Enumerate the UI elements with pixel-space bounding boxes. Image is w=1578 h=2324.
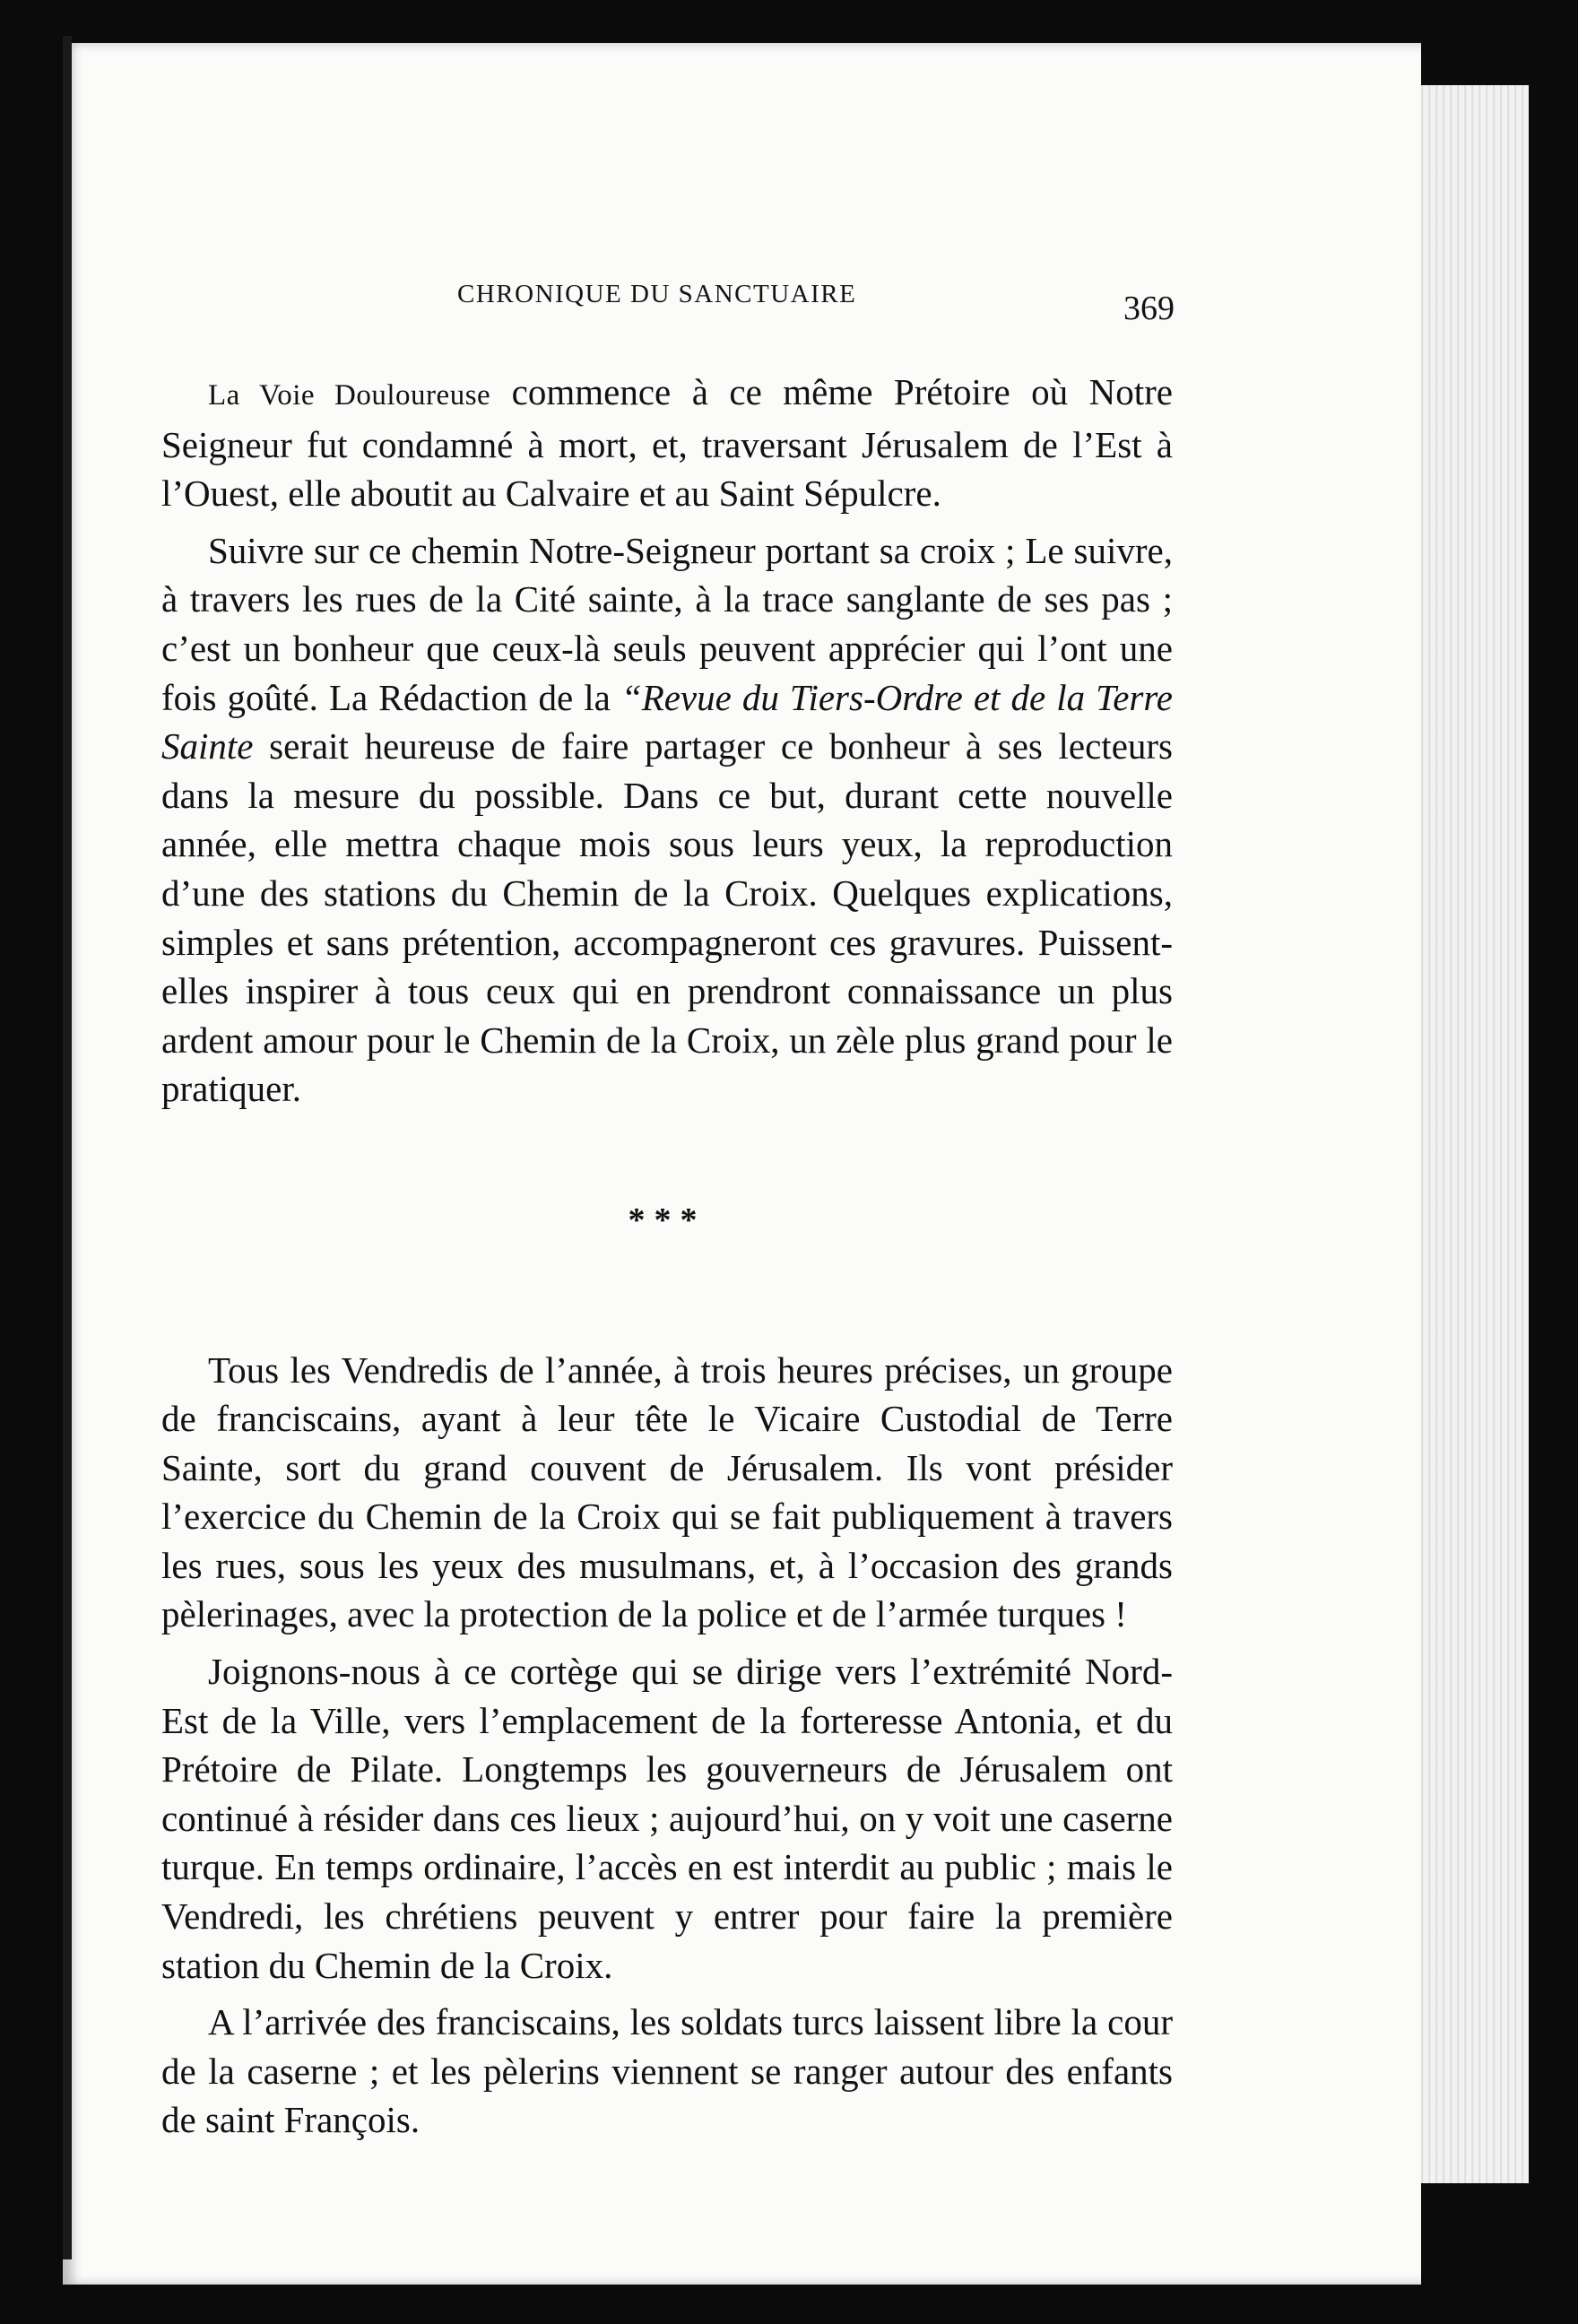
gutter-shadow	[63, 36, 72, 2259]
paragraph-2	[161, 526, 1173, 1114]
page-number: 369	[1123, 290, 1175, 327]
paragraph-4: Joignons-nous à ce cortège qui se dirige vers l’extrémité Nord-Est de la Ville, vers l’emplacement de la forteresse Antonia, et du Prétoire de Pilate. Longtemps les gouverneurs de Jérusalem ont continué à résider dans ces lieux ; aujourd’hui, on y voit une caserne turque. En temps ordinaire, l’accès en est interdit au public ; mais le Vendredi, les chrétiens peuvent y entrer pour faire la première station du Chemin de la Croix.	[161, 1651, 1173, 1986]
paragraph-2-text-b: serait heureuse de faire partager ce bonheur à ses lecteurs dans la mesure du possible. Dans ce but, durant cette nouvelle année, elle mettra chaque mois sous leurs yeux, la reproduction d’une des stations du Chemin de la Croix. Quelques explications, simples et sans prétention, accompagneront ces gravures. Puissent-elles inspirer à tous ceux qui en prendront connaissance un plus ardent amour pour le Chemin de la Croix, un zèle plus grand pour le pratiquer.	[161, 725, 1173, 1110]
paragraph-2-text-a: Suivre sur ce chemin Notre-Seigneur portant sa croix ; Le suivre, à travers les rues de la Cité sainte, à la trace sanglante de ses pas ; c’est un bonheur que ceux-là seuls peuvent apprécier qui l’ont une fois goûté. La Rédaction de la	[161, 529, 1173, 718]
paragraph-1	[161, 368, 1173, 518]
running-head: CHRONIQUE DU SANCTUAIRE	[457, 280, 857, 308]
body-text	[161, 368, 1173, 2145]
paragraph-5: A l’arrivée des franciscains, les soldats turcs laissent libre la cour de la caserne ; et les pèlerins viennent se ranger autour des enfants de saint François.	[161, 2001, 1173, 2141]
smallcaps-lead: La Voie Douloureuse	[208, 379, 491, 412]
paragraph-1-text: commence à ce même Prétoire où Notre Seigneur fut condamné à mort, et, traversant Jérusalem de l’Est à l’Ouest, elle aboutit au Calvaire et au Saint Sépulcre.	[161, 371, 1173, 515]
page-edges	[1417, 85, 1529, 2183]
section-separator: ***	[628, 1201, 707, 1239]
paragraph-3: Tous les Vendredis de l’année, à trois heures précises, un groupe de franciscains, ayant à leur tête le Vicaire Custodial de Terre Sainte, sort du grand couvent de Jérusalem. Ils vont présider l’exercice du Chemin de la Croix qui se fait publiquement à travers les rues, sous les yeux des musulmans, et, à l’occasion des grands pèlerinages, avec la protection de la police et de l’armée turques !	[161, 1348, 1173, 1635]
journal-title: “Revue du Tiers-Ordre et de la Terre Sainte	[161, 676, 1173, 767]
